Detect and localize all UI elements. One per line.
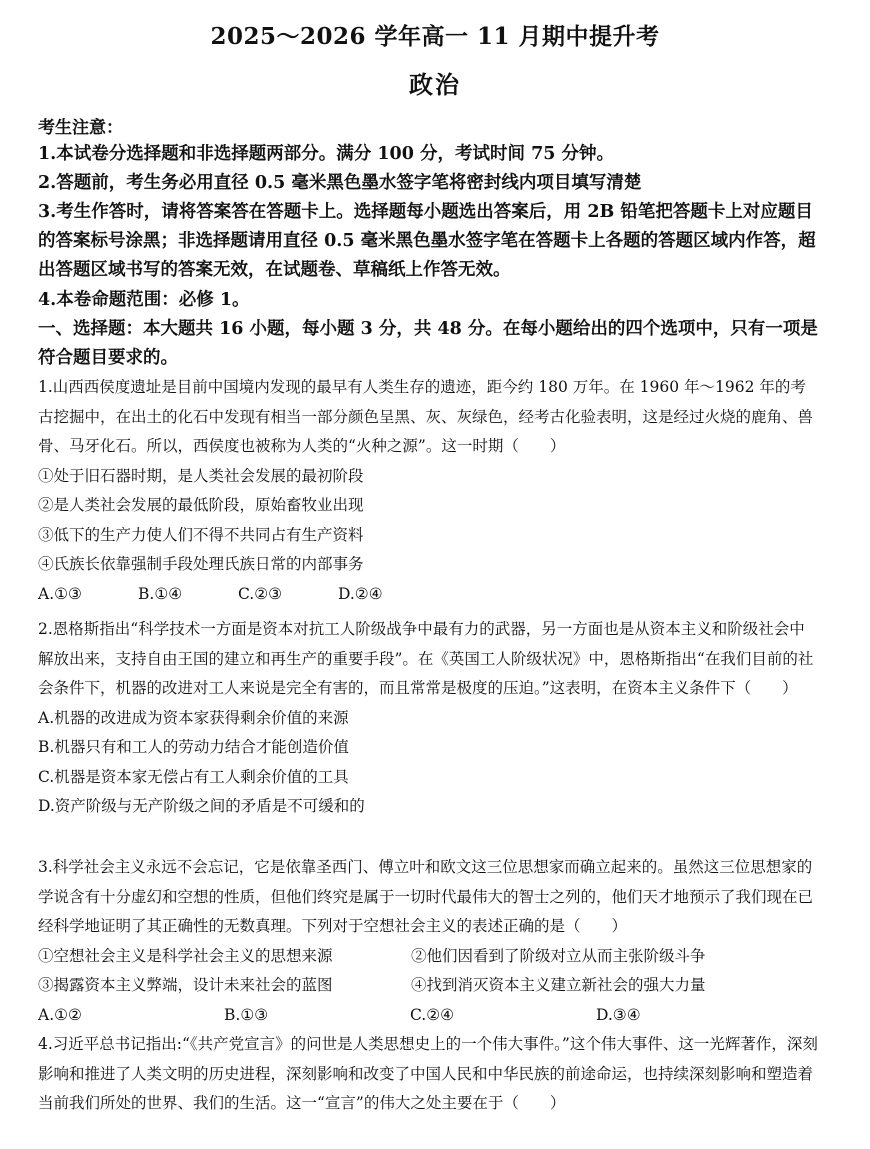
option-b: B.机器只有和工人的劳动力结合才能创造价值	[38, 738, 349, 756]
choice-a: A.①③	[38, 584, 82, 603]
statement: ②是人类社会发展的最低阶段，原始畜牧业出现	[38, 496, 364, 514]
question-3	[38, 853, 820, 1030]
statement: ④氏族长依靠强制手段处理氏族日常的内部事务	[38, 555, 364, 573]
choice-d: D.②④	[338, 584, 383, 603]
statement: ①空想社会主义是科学社会主义的思想来源	[38, 946, 333, 965]
option-a: A.机器的改进成为资本家获得剩余价值的来源	[38, 708, 349, 727]
question-stem: 3.科学社会主义永远不会忘记，它是依靠圣西门、傅立叶和欧文这三位思想家而确立起来的。虽然这三位思想家的学说含有十分虚幻和空想的性质，但他们终究是属于一切时代最伟大的智士之列的，他们天才地预示了我们现在已经科学地证明了其正确性的无数真理。下列对于空想社会主义的表述正确的是（ ）	[38, 858, 814, 935]
notice-heading: 考生注意：	[38, 118, 123, 138]
statement: ②他们因看到了阶级对立从而主张阶级斗争	[411, 946, 706, 965]
choice-row	[38, 1001, 820, 1031]
question-1	[38, 373, 820, 609]
notice-item: 4.本卷命题范围：必修 1。	[38, 290, 250, 310]
statement: ③揭露资本主义弊端，设计未来社会的蓝图	[38, 976, 333, 994]
question-4	[38, 1030, 820, 1119]
choice-row	[38, 580, 820, 610]
question-2	[38, 615, 820, 822]
exam-title: 2025～2026 学年高一 11 月期中提升考	[210, 23, 660, 50]
option-c: C.机器是资本家无偿占有工人剩余价值的工具	[38, 767, 349, 786]
notice-item: 1.本试卷分选择题和非选择题两部分。满分 100 分，考试时间 75 分钟。	[38, 144, 615, 164]
choice-d: D.③④	[596, 1005, 641, 1024]
question-stem: 4.习近平总书记指出:“《共产党宣言》的问世是人类思想史上的一个伟大事件。”这个伟大事件、这一光辉著作，深刻影响和推进了人类文明的历史进程，深刻影响和改变了中国人民和中华民族的前途命运，也持续深刻影响和塑造着当前我们所处的世界、我们的生活。这一“宣言”的伟大之处主要在于（ ）	[38, 1035, 818, 1112]
choice-b: B.①③	[224, 1005, 269, 1024]
choice-c: C.②④	[410, 1005, 455, 1024]
statement-row	[38, 971, 820, 1001]
statement: ③低下的生产力使人们不得不共同占有生产资料	[38, 525, 364, 544]
question-stem: 1.山西西侯度遗址是目前中国境内发现的最早有人类生存的遗迹，距今约 180 万年。在 1960 年～1962 年的考古挖掘中，在出土的化石中发现有相当一部分颜色呈黑、灰、灰绿色，经考古化验表明，这是经过火烧的鹿角、兽骨、马牙化石。所以，西侯度也被称为人类的“火种之源”。这一时期（ ）	[38, 378, 814, 455]
choice-c: C.②③	[238, 584, 283, 603]
statement: ①处于旧石器时期，是人类社会发展的最初阶段	[38, 466, 364, 485]
section-heading: 一、选择题：本大题共 16 小题，每小题 3 分，共 48 分。在每小题给出的四个选项中，只有一项是符合题目要求的。	[38, 319, 818, 368]
exam-subject: 政治	[409, 70, 461, 99]
notice-item: 2.答题前，考生务必用直径 0.5 毫米黑色墨水签字笔将密封线内项目填写清楚	[38, 173, 642, 193]
choice-a: A.①②	[38, 1005, 82, 1024]
statement-row	[38, 942, 820, 972]
choice-b: B.①④	[138, 584, 183, 603]
question-stem: 2.恩格斯指出“科学技术一方面是资本对抗工人阶级战争中最有力的武器，另一方面也是从资本主义和阶级社会中解放出来，支持自由王国的建立和再生产的重要手段”。在《英国工人阶级状况》中，恩格斯指出“在我们目前的社会条件下，机器的改进对工人来说是完全有害的，而且常常是极度的压迫。”这表明，在资本主义条件下（ ）	[38, 620, 814, 697]
statement: ④找到消灭资本主义建立新社会的强大力量	[411, 976, 706, 994]
notice-item: 3.考生作答时，请将答案答在答题卡上。选择题每小题选出答案后，用 2B 铅笔把答题卡上对应题目的答案标号涂黑；非选择题请用直径 0.5 毫米黑色墨水签字笔在答题卡上各题的答题区域内作答，超出答题区域书写的答案无效，在试题卷、草稿纸上作答无效。	[38, 202, 816, 280]
option-d: D.资产阶级与无产阶级之间的矛盾是不可缓和的	[38, 797, 365, 815]
